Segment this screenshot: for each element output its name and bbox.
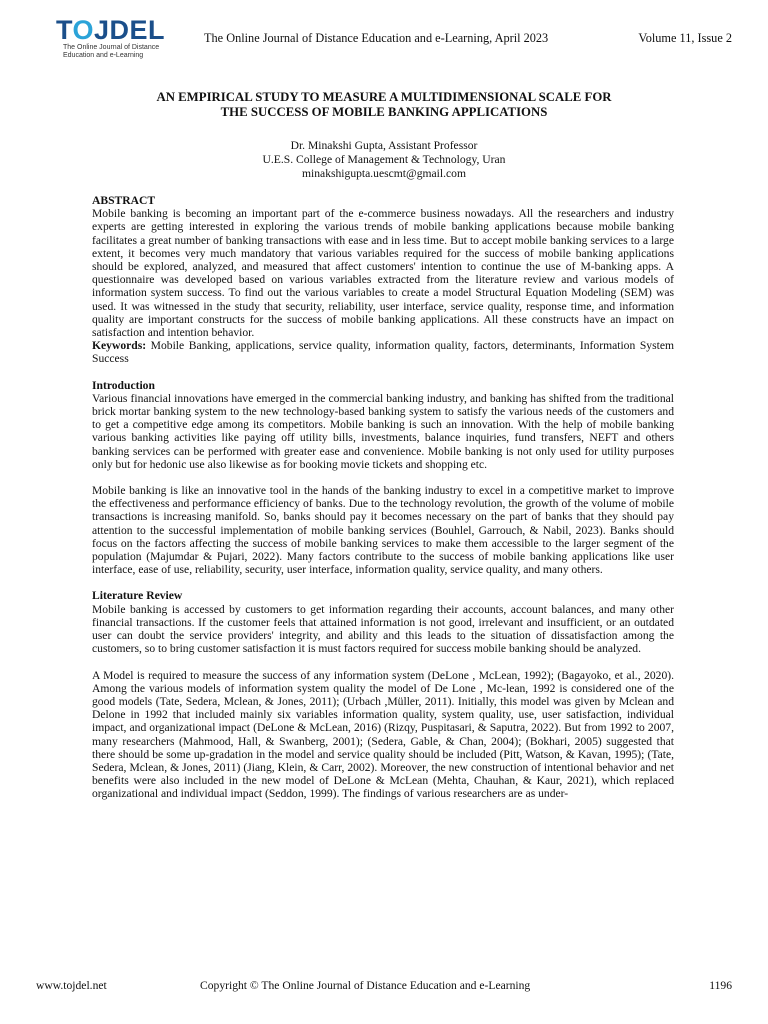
keywords: [92, 339, 674, 365]
logo-subtitle-line1: The Online Journal of Distance: [63, 44, 160, 51]
logo-letters-rest: JDEL: [94, 15, 166, 45]
paper-title: [56, 90, 712, 120]
logo-letter-o: O: [72, 15, 95, 45]
literature-paragraph-1: Mobile banking is accessed by customers to get information regarding their accounts, account balances, and many other financial transactions. If the customer feels that attained information is not good, irrelevant and insufficient, or an outdated user can doubt the service providers' integrity, and ability and this leads to the situation of dissatisfaction among the customers, so to bring customer satisfaction it is must factors required for success mobile banking should be analyzed.: [92, 602, 674, 656]
paper-title-line2: THE SUCCESS OF MOBILE BANKING APPLICATIONS: [220, 105, 548, 119]
logo-letter-t: T: [56, 15, 73, 45]
footer-copyright: Copyright © The Online Journal of Distance Education and e-Learning: [200, 979, 531, 992]
introduction-heading: Introduction: [92, 378, 155, 392]
page-header: [56, 14, 732, 64]
volume-issue: Volume 11, Issue 2: [638, 31, 732, 45]
author-block: [56, 139, 712, 181]
literature-paragraph-2: A Model is required to measure the success of any information system (DeLone , McLean, 1992); (Bagayoko, et al., 2020). Among the various models of information system quality the model of De Lone , Mc-lean, 1992 is considered one of the good models (Tate, Sedera, Mclean, & Jones, 2011); (Urbach ,Müller, 2011). Initially, this model was given by Mclean and Delone in 1992 that included mainly six variables information quality, system quality, use, user satisfaction, individual impact, and organizational impact (DeLone & McLean, 2016) (Rizqy, Puspitasari, & Saputra, 2022). But from 1992 to 2007, many researchers (Mahmood, Hall, & Swanberg, 2001); (Sedera, Gable, & Chan, 2004); (Bokhari, 2005) suggested that there should be some up-gradation in the model and service quality should be included (Pitt, Watson, & Kavan, 1995); (Tate, Sedera, Mclean, & Jones, 2011) (Jiang, Klein, & Carr, 2002). Moreover, the new construction of intentional behavior and net benefits were also included in the new model of DeLone & McLean (Mehta, Chauhan, & Kaur, 2021), which replaced organizational and individual impact (Seddon, 1999). The findings of various researchers are as under-: [92, 668, 674, 801]
logo-subtitle-line2: Education and e-Learning: [63, 52, 144, 59]
abstract-heading: ABSTRACT: [92, 194, 156, 207]
footer-website: www.tojdel.net: [36, 979, 107, 992]
author-email: minakshigupta.uescmt@gmail.com: [302, 167, 466, 180]
introduction-paragraph-1: Various financial innovations have emerged in the commercial banking industry, and banking has shifted from the traditional brick mortar banking system to the new technology-based banking system to satisfy the various needs of the customers and to get a competitive edge among its competitors. Mobile banking is such an innovation. With the help of mobile banking various banking activities like paying off utility bills, investments, balance inquiries, fund transfers, NEFT and others banking services can be performed with greater ease and convenience. Mobile banking is not only used for utility purposes only but for hedonic use also likewise as for booking movie tickets and shopping etc.: [92, 391, 674, 471]
abstract-text: Mobile banking is becoming an important part of the e-commerce business nowadays. All the researchers and industry experts are getting interested in exploring the various trends of mobile banking applications because mobile banking facilitates a great number of banking transactions with ease and in less time. But to accept mobile banking services to a large extent, it becomes very much mandatory that various variables required for the success of mobile banking applications should be explored, analyzed, and measured that affect customers' intention to continue the use of M-banking apps. A questionnaire was developed based on various variables extracted from the literature review and various models of information system success. To find out the various variables to create a model Structural Equation Modeling (SEM) was used. It was witnessed in the study that security, reliability, user interface, service quality, response time, and information quality are important constructs for the success of mobile banking applications. All these constructs have an impact on satisfaction and intention behavior.: [92, 207, 674, 340]
keywords-label: Keywords:: [92, 339, 147, 353]
paper-title-line1: AN EMPIRICAL STUDY TO MEASURE A MULTIDIMENSIONAL SCALE FOR: [156, 90, 612, 104]
author-affiliation: U.E.S. College of Management & Technology, Uran: [262, 153, 506, 166]
logo-subtitle: [63, 44, 173, 60]
literature-review-heading: Literature Review: [92, 589, 183, 603]
keywords-list: Mobile Banking, applications, service quality, information quality, factors, determinants, Information System Success: [92, 339, 674, 366]
journal-name: The Online Journal of Distance Education and e-Learning, April 2023: [204, 31, 549, 45]
paper-body: [92, 194, 674, 801]
logo-wordmark: [56, 16, 165, 44]
page-number: 1196: [709, 979, 732, 992]
introduction-paragraph-2: Mobile banking is like an innovative tool in the hands of the banking industry to excel in a competitive market to improve the effectiveness and performance efficiency of banks. Due to the technology revolution, the growth of the volume of mobile transactions is increasing manifold. So, banks should pay it becomes necessary on the part of banks that they should pay attention to the successful implementation of mobile banking services (Bouhlel, Garrouch, & Nabil, 2023). Banks should focus on the factors affecting the success of mobile banking services to make them accessible to the larger segment of the population (Majumdar & Pujari, 2022). Many factors contribute to the success of mobile banking applications like user interface, ease of use, reliability, security, user interface, information quality, service quality, and many others.: [92, 484, 674, 577]
author-name: Dr. Minakshi Gupta, Assistant Professor: [290, 139, 478, 152]
journal-logo: [56, 16, 172, 62]
